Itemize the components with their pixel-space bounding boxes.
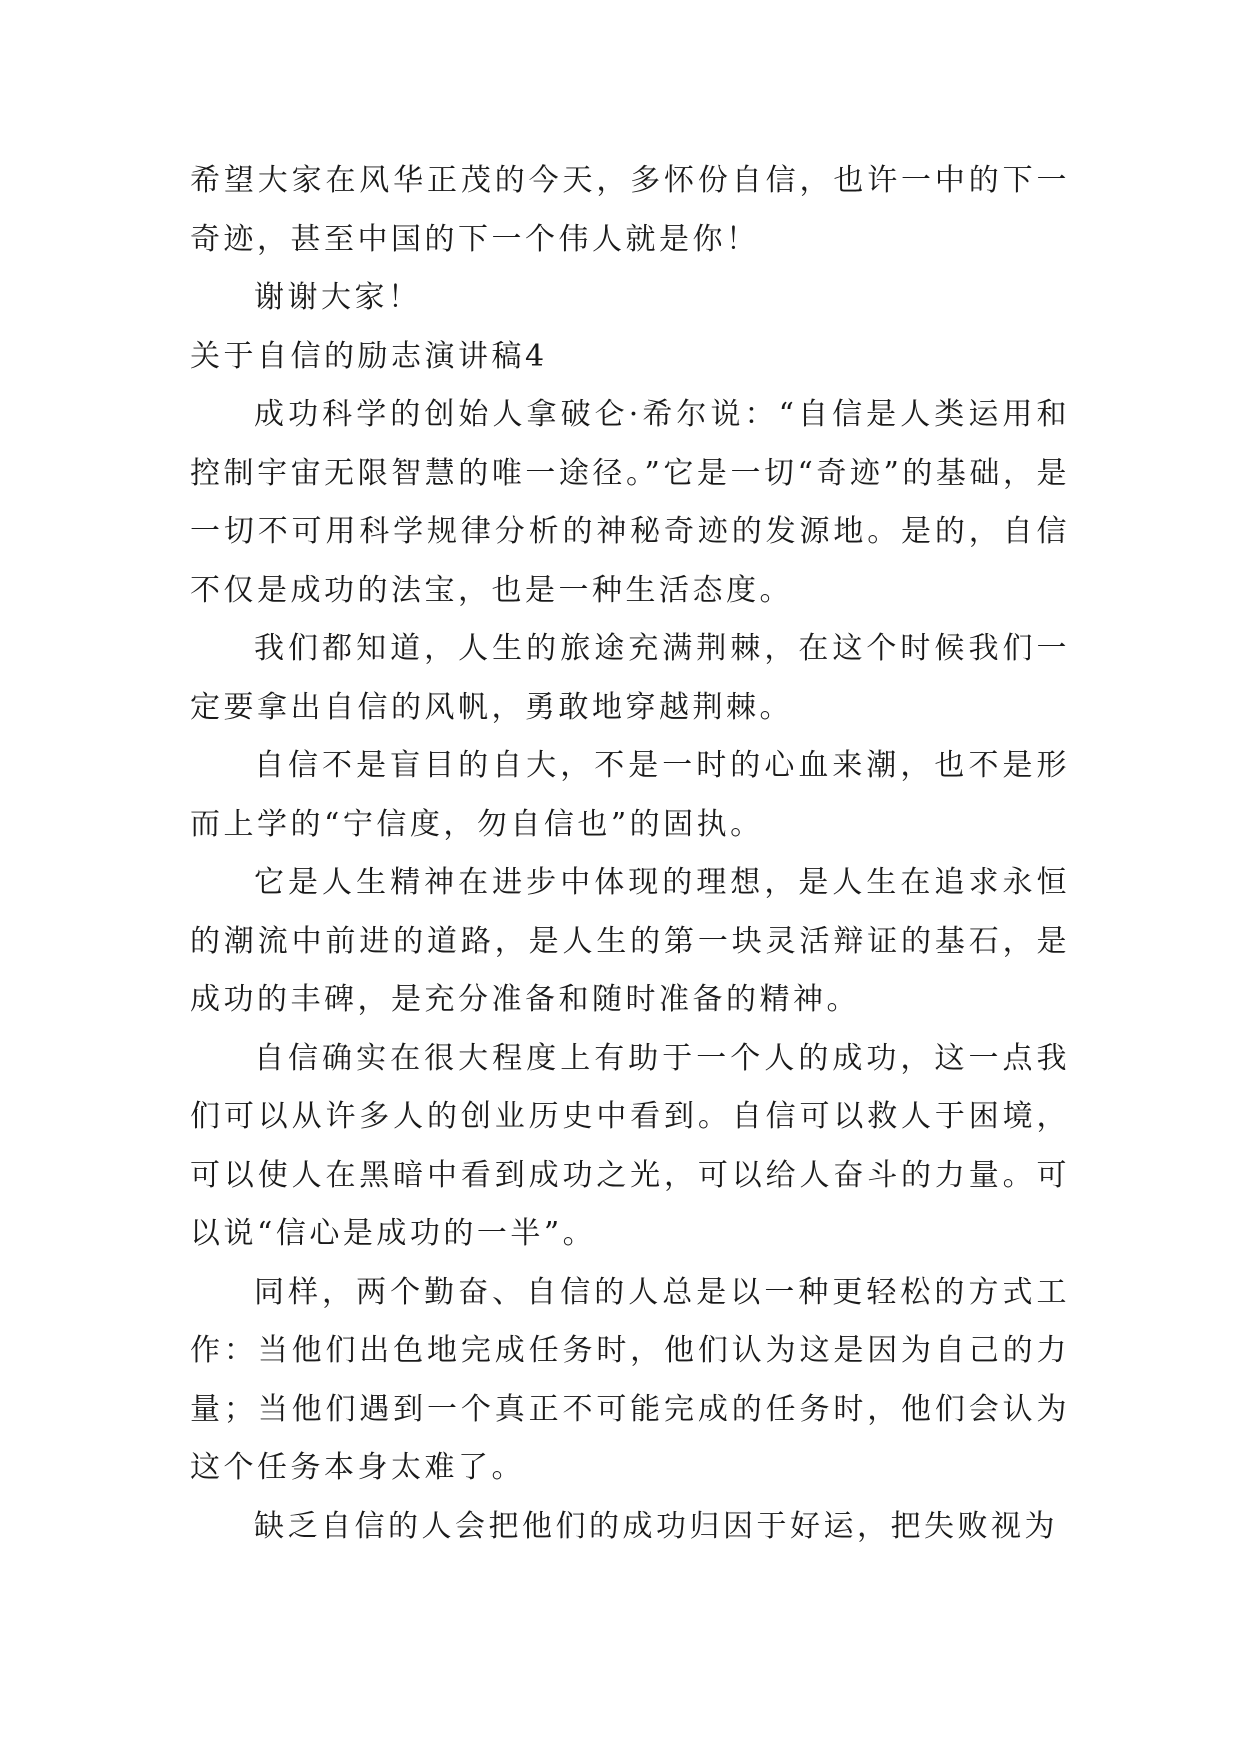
paragraph: 成功科学的创始人拿破仑·希尔说：“自信是人类运用和控制宇宙无限智慧的唯一途径。”它是一切“奇迹”的基础，是一切不可用科学规律分析的神秘奇迹的发源地。是的，自信不仅是成功的法宝，也是一种生活态度。 xyxy=(190,397,1070,608)
paragraph-thanks: 谢谢大家！ xyxy=(254,280,422,315)
paragraph: 缺乏自信的人会把他们的成功归因于好运，把失败视为 xyxy=(254,1508,1058,1544)
paragraph: 自信不是盲目的自大，不是一时的心血来潮，也不是形而上学的“宁信度，勿自信也”的固执。 xyxy=(190,748,1070,842)
section-title: 关于自信的励志演讲稿4 xyxy=(190,338,548,374)
paragraph: 我们都知道，人生的旅途充满荆棘，在这个时候我们一定要拿出自信的风帆，勇敢地穿越荆棘。 xyxy=(190,631,1070,725)
document-body xyxy=(190,152,1070,1556)
paragraph-continuation: 希望大家在风华正茂的今天，多怀份自信，也许一中的下一奇迹，甚至中国的下一个伟人就是你！ xyxy=(190,163,1070,257)
paragraph: 它是人生精神在进步中体现的理想，是人生在追求永恒的潮流中前进的道路，是人生的第一块灵活辩证的基石，是成功的丰碑，是充分准备和随时准备的精神。 xyxy=(190,865,1070,1017)
paragraph: 自信确实在很大程度上有助于一个人的成功，这一点我们可以从许多人的创业历史中看到。自信可以救人于困境，可以使人在黑暗中看到成功之光，可以给人奋斗的力量。可以说“信心是成功的一半”。 xyxy=(190,1040,1070,1251)
paragraph: 同样，两个勤奋、自信的人总是以一种更轻松的方式工作：当他们出色地完成任务时，他们认为这是因为自己的力量；当他们遇到一个真正不可能完成的任务时，他们会认为这个任务本身太难了。 xyxy=(190,1274,1070,1485)
